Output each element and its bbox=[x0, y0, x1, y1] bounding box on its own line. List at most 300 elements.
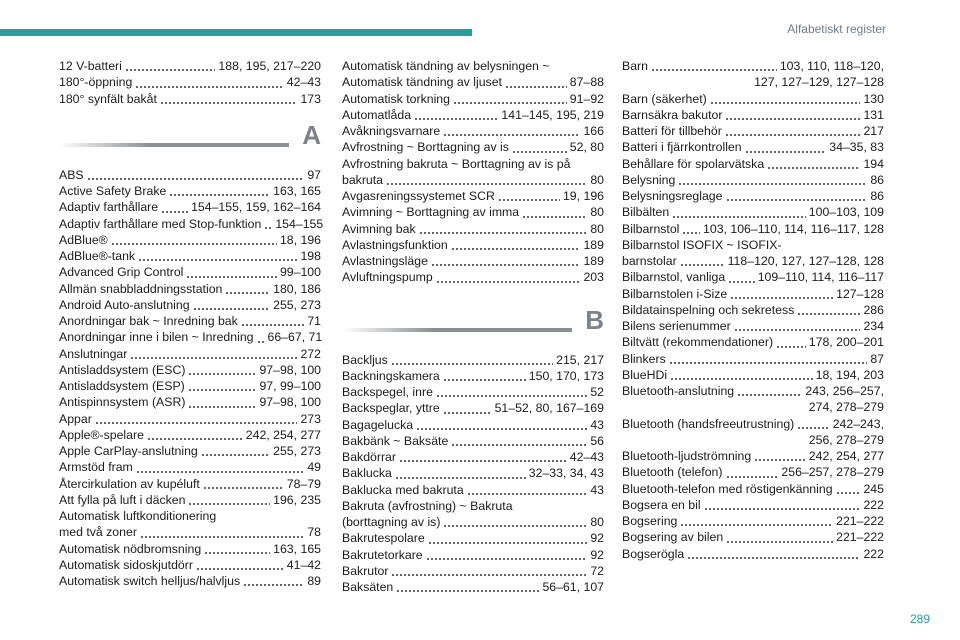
entry-term: Anordningar bak ~ Inredning bak bbox=[59, 314, 238, 328]
entry-term: Barn (säkerhet) bbox=[622, 91, 707, 106]
entry-term: Automatisk nödbromsning bbox=[59, 541, 202, 556]
dot-leader bbox=[243, 584, 304, 586]
dot-leader bbox=[443, 134, 580, 136]
index-entry bbox=[622, 416, 884, 432]
entry-term: Avimning ~ Borttagning av imma bbox=[342, 205, 520, 220]
dot-leader bbox=[431, 264, 581, 266]
entry-term: Baklucka bbox=[342, 466, 392, 481]
entry-pages: 91–92 bbox=[569, 91, 604, 106]
index-entry bbox=[342, 221, 604, 237]
dot-leader bbox=[767, 167, 860, 169]
dot-leader bbox=[680, 264, 725, 266]
dot-leader bbox=[395, 477, 526, 479]
dot-leader bbox=[193, 308, 271, 310]
entry-term: (borttagning av is) bbox=[342, 515, 441, 529]
entry-term: Batteri i fjärrkontrollen bbox=[622, 140, 742, 155]
entry-pages: 87–88 bbox=[569, 75, 604, 90]
entry-term: Bluetooth (handsfreeutrustning) bbox=[622, 416, 795, 431]
index-entry bbox=[622, 318, 884, 334]
entry-term: Bakbänk ~ Baksäte bbox=[342, 433, 449, 448]
index-entry bbox=[342, 579, 604, 595]
dot-leader bbox=[428, 542, 588, 544]
entry-pages: 52 bbox=[590, 385, 604, 399]
dot-leader bbox=[147, 438, 243, 440]
entry-pages: 255, 273 bbox=[273, 444, 321, 458]
entry-term: Baklucka med bakruta bbox=[342, 482, 464, 497]
index-entry bbox=[622, 221, 884, 237]
entry-term: Backljus bbox=[342, 352, 388, 367]
entry-term: Baksäten bbox=[342, 580, 394, 594]
entry-pages: 97–98, 100 bbox=[259, 395, 321, 410]
index-entry bbox=[342, 368, 604, 384]
dot-leader bbox=[130, 357, 297, 359]
dot-leader bbox=[505, 86, 567, 88]
entry-pages: 92 bbox=[590, 547, 604, 562]
entry-term: 180° synfält bakåt bbox=[59, 91, 157, 106]
entry-term: 180°-öppning bbox=[59, 75, 133, 90]
entry-term: Bogsera en bil bbox=[622, 497, 701, 512]
index-entry bbox=[59, 329, 321, 345]
letter-divider bbox=[59, 143, 289, 147]
index-entry bbox=[622, 464, 884, 480]
section-title: Alfabetiskt register bbox=[787, 22, 886, 36]
entry-term: Bluetooth-anslutning bbox=[622, 384, 735, 398]
index-entry bbox=[342, 449, 604, 465]
entry-term: Anslutningar bbox=[59, 346, 128, 361]
entry-pages: 130 bbox=[863, 91, 884, 106]
entry-term: Antispinnsystem (ASR) bbox=[59, 395, 186, 410]
dot-leader bbox=[196, 568, 284, 570]
index-entry bbox=[59, 281, 321, 297]
entry-term: Bakrutor bbox=[342, 563, 389, 578]
entry-pages: 198 bbox=[300, 249, 321, 263]
entry-term: Adaptiv farthållare bbox=[59, 200, 159, 215]
dot-leader bbox=[726, 199, 868, 201]
dot-leader bbox=[204, 552, 270, 554]
entry-pages: 178, 200–201 bbox=[808, 335, 884, 350]
entry-pages: 255, 273 bbox=[273, 297, 321, 312]
dot-leader bbox=[391, 574, 587, 576]
entry-pages: 80 bbox=[590, 172, 604, 187]
entry-pages: 92 bbox=[590, 531, 604, 546]
dot-leader bbox=[443, 525, 587, 527]
entry-list bbox=[622, 448, 884, 562]
entry-term: Bakrutespolare bbox=[342, 531, 425, 546]
dot-leader bbox=[264, 227, 272, 229]
dot-leader bbox=[386, 183, 587, 185]
dot-leader bbox=[188, 389, 257, 391]
index-entry bbox=[622, 107, 884, 123]
dot-leader bbox=[443, 412, 492, 414]
header-accent-bar bbox=[0, 29, 472, 36]
index-entry bbox=[59, 232, 321, 248]
dot-leader bbox=[451, 444, 587, 446]
entry-term: Allmän snabbladdningsstation bbox=[59, 281, 223, 296]
entry-pages: 163, 165 bbox=[273, 184, 321, 198]
entry-term: Bilbarnstol bbox=[622, 221, 680, 236]
entry-pages: 18, 196 bbox=[279, 232, 321, 247]
dot-leader bbox=[186, 276, 277, 278]
entry-term: Avåkningsvarnare bbox=[342, 124, 441, 138]
entry-pages: 196, 235 bbox=[273, 492, 321, 507]
entry-list bbox=[622, 91, 884, 237]
entry-pages: 100–103, 109 bbox=[808, 205, 884, 220]
dot-leader bbox=[728, 281, 755, 283]
dot-leader bbox=[797, 427, 829, 429]
dot-leader bbox=[725, 118, 860, 120]
entry-pages: 34–35, 83 bbox=[829, 140, 884, 155]
entry-term: Android Auto-anslutning bbox=[59, 297, 190, 312]
entry-pages: 188, 195, 217–220 bbox=[218, 59, 321, 73]
index-entry bbox=[59, 297, 321, 313]
index-column-1 bbox=[59, 58, 324, 589]
entry-pages: 97–98, 100 bbox=[259, 362, 321, 377]
entry-term: Barn bbox=[622, 59, 648, 73]
index-entry bbox=[622, 513, 884, 529]
entry-pages: 51–52, 80, 167–169 bbox=[494, 401, 604, 416]
letter-divider bbox=[342, 328, 572, 332]
dot-leader bbox=[396, 590, 539, 592]
entry-term: Automatisk torkning bbox=[342, 91, 450, 106]
dot-leader bbox=[754, 459, 806, 461]
entry-term: Automatisk sidoskjutdörr bbox=[59, 557, 193, 572]
index-entry bbox=[59, 248, 321, 264]
dot-leader bbox=[416, 428, 587, 430]
entry-pages: 19, 196 bbox=[562, 189, 604, 203]
dot-leader bbox=[687, 557, 860, 559]
entry-single bbox=[622, 58, 884, 74]
dot-leader bbox=[670, 378, 813, 380]
entry-term: Bluetooth-ljudströmning bbox=[622, 449, 752, 463]
dot-leader bbox=[678, 183, 867, 185]
entry-term: med två zoner bbox=[59, 525, 137, 540]
entry-pages: 66–67, 71 bbox=[267, 330, 323, 345]
entry-term: AdBlue® bbox=[59, 232, 108, 247]
dot-leader bbox=[651, 69, 777, 71]
index-entry bbox=[622, 448, 884, 464]
dot-leader bbox=[797, 313, 860, 315]
index-entry bbox=[59, 199, 321, 215]
entry-term: ABS bbox=[59, 167, 84, 182]
entry-pages: 103, 110, 118–120, bbox=[779, 59, 884, 73]
entry-term: Bilbälten bbox=[622, 205, 670, 220]
entry-pages: 150, 170, 173 bbox=[528, 368, 604, 383]
entry-term: AdBlue®-tank bbox=[59, 249, 136, 263]
index-entry bbox=[622, 367, 884, 383]
entry-list bbox=[342, 74, 604, 155]
entry-term: Avlastningsläge bbox=[342, 254, 428, 268]
index-entry bbox=[622, 383, 884, 399]
entry-term: Apple®-spelare bbox=[59, 427, 144, 442]
dot-leader bbox=[241, 324, 305, 326]
entry-pages: 154–155 bbox=[275, 216, 324, 231]
index-entry-text: Automatisk luftkonditionering bbox=[59, 509, 217, 523]
entry-term: Adaptiv farthållare med Stop-funktion bbox=[59, 216, 262, 231]
dot-leader bbox=[730, 297, 833, 299]
entry-term: Återcirkulation av kupéluft bbox=[59, 476, 200, 491]
entry-pages: 80 bbox=[590, 205, 604, 220]
entry-pages: 242, 254, 277 bbox=[245, 427, 321, 442]
index-entry bbox=[342, 400, 604, 416]
index-entry bbox=[59, 394, 321, 410]
index-entry bbox=[59, 476, 321, 492]
index-entry bbox=[342, 530, 604, 546]
dot-leader bbox=[512, 151, 567, 153]
index-entry-text: Bilbarnstol ISOFIX ~ ISOFIX- bbox=[622, 237, 782, 252]
entry-term: Biltvätt (rekommendationer) bbox=[622, 335, 774, 350]
entry-pages: 89 bbox=[307, 574, 321, 588]
dot-leader bbox=[169, 194, 270, 196]
entry-pages: 245 bbox=[863, 481, 884, 496]
dot-leader bbox=[726, 541, 833, 543]
index-entry bbox=[59, 216, 324, 232]
entry-term: Anordningar inne i bilen ~ Inredning bbox=[59, 330, 254, 345]
entry-list bbox=[59, 167, 324, 508]
entry-pages: 118–120, 127, 127–128, 128 bbox=[727, 254, 884, 268]
entry-term: Barnsäkra bakutor bbox=[622, 107, 723, 122]
letter-heading-b bbox=[342, 304, 604, 344]
index-entry bbox=[622, 546, 884, 562]
index-entry bbox=[342, 563, 604, 579]
dot-leader bbox=[680, 524, 833, 526]
dot-leader bbox=[737, 394, 802, 396]
entry-term: Bogsering bbox=[622, 514, 678, 528]
entry-pages: 203 bbox=[583, 270, 604, 285]
dot-leader bbox=[443, 379, 526, 381]
entry-pages: 166 bbox=[583, 124, 604, 138]
entry-pages: 273 bbox=[300, 411, 321, 426]
entry-term: Belysningsreglage bbox=[622, 189, 723, 203]
index-entry bbox=[342, 123, 604, 139]
entry-term: Antisladdsystem (ESC) bbox=[59, 362, 186, 377]
entry-pages: 99–100 bbox=[279, 265, 321, 280]
index-entry bbox=[59, 573, 321, 589]
entry-term: Avlastningsfunktion bbox=[342, 237, 448, 252]
index-entry bbox=[622, 529, 884, 545]
dot-leader bbox=[399, 460, 567, 462]
index-entry bbox=[622, 58, 884, 74]
entry-single bbox=[622, 416, 884, 432]
entry-pages: 80 bbox=[590, 221, 604, 236]
entry-list bbox=[622, 253, 884, 383]
entry-pages: 49 bbox=[307, 460, 321, 475]
dot-leader bbox=[111, 243, 277, 245]
dot-leader bbox=[669, 362, 868, 364]
index-entry bbox=[59, 557, 321, 573]
dot-leader bbox=[704, 508, 861, 510]
index-entry bbox=[342, 269, 604, 285]
index-entry bbox=[59, 313, 321, 329]
entry-term: Armstöd fram bbox=[59, 460, 133, 475]
entry-pages: 32–33, 34, 43 bbox=[528, 466, 604, 481]
index-entry bbox=[342, 384, 604, 400]
entry-term: Backningskamera bbox=[342, 368, 440, 383]
index-entry bbox=[622, 351, 884, 367]
entry-pages: 194 bbox=[863, 156, 884, 171]
entry-pages: 189 bbox=[583, 237, 604, 252]
entry-list bbox=[59, 58, 321, 107]
dot-leader bbox=[225, 292, 270, 294]
entry-term: Active Safety Brake bbox=[59, 184, 167, 198]
entry-term: bakruta bbox=[342, 172, 384, 187]
entry-term: Bluetooth-telefon med röstigenkänning bbox=[622, 481, 833, 496]
index-entry bbox=[342, 253, 604, 269]
index-entry bbox=[59, 443, 321, 459]
dot-leader bbox=[201, 454, 270, 456]
dot-leader bbox=[725, 134, 861, 136]
letter-label: B bbox=[585, 304, 604, 335]
dot-leader bbox=[135, 86, 284, 88]
entry-term: barnstolar bbox=[622, 254, 677, 268]
dot-leader bbox=[726, 476, 779, 478]
entry-pages: 243, 256–257, bbox=[805, 384, 884, 398]
entry-pages: 80 bbox=[590, 515, 604, 529]
entry-pages: 221–222 bbox=[836, 514, 884, 528]
entry-term: Bilens serienummer bbox=[622, 319, 731, 333]
index-entry bbox=[59, 74, 321, 90]
index-entry bbox=[622, 156, 884, 172]
dot-leader bbox=[188, 406, 256, 408]
entry-pages: 141–145, 195, 219 bbox=[501, 107, 604, 122]
dot-leader bbox=[745, 151, 827, 153]
index-entry-text: Bakruta (avfrostning) ~ Bakruta bbox=[342, 498, 513, 513]
entry-pages: 52, 80 bbox=[569, 140, 604, 155]
entry-term: Bilbarnstolen i-Size bbox=[622, 286, 728, 301]
entry-pages: 87 bbox=[870, 351, 884, 366]
entry-term: Blinkers bbox=[622, 351, 666, 366]
index-entry bbox=[342, 433, 604, 449]
index-entry bbox=[59, 264, 321, 280]
dot-leader bbox=[161, 211, 188, 213]
index-entry bbox=[59, 183, 321, 199]
index-entry bbox=[59, 362, 321, 378]
entry-pages: 56 bbox=[590, 433, 604, 448]
entry-pages: 86 bbox=[870, 172, 884, 187]
index-entry bbox=[622, 334, 884, 350]
index-entry bbox=[59, 167, 321, 183]
index-entry-text: Avfrostning bakruta ~ Borttagning av is på bbox=[342, 156, 571, 171]
entry-pages: 180, 186 bbox=[273, 281, 321, 296]
dot-leader bbox=[391, 363, 553, 365]
entry-pages: 103, 106–110, 114, 116–117, 128 bbox=[703, 221, 884, 236]
dot-leader bbox=[836, 492, 861, 494]
dot-leader bbox=[522, 216, 587, 218]
index-entry bbox=[59, 524, 321, 540]
entry-term: Apple CarPlay-anslutning bbox=[59, 444, 198, 458]
entry-term: Avluftningspump bbox=[342, 270, 433, 285]
dot-leader bbox=[140, 536, 304, 538]
entry-single bbox=[622, 383, 884, 399]
dot-leader bbox=[426, 558, 588, 560]
index-entry bbox=[622, 253, 884, 269]
entry-list bbox=[342, 172, 604, 286]
entry-term: Belysning bbox=[622, 172, 676, 187]
entry-pages: 221–222 bbox=[836, 530, 884, 545]
entry-pages: 43 bbox=[590, 482, 604, 497]
entry-list bbox=[342, 514, 604, 595]
index-entry bbox=[342, 514, 604, 530]
dot-leader bbox=[419, 232, 588, 234]
entry-list bbox=[59, 541, 321, 590]
entry-pages: 42–43 bbox=[286, 75, 321, 90]
index-entry bbox=[342, 188, 604, 204]
entry-term: Automatlåda bbox=[342, 107, 412, 122]
entry-pages: 78–79 bbox=[286, 476, 321, 491]
entry-pages: 234 bbox=[863, 319, 884, 333]
entry-pages: 97 bbox=[307, 167, 321, 182]
index-entry bbox=[342, 482, 604, 498]
entry-pages: 272 bbox=[300, 346, 321, 361]
index-entry bbox=[59, 459, 321, 475]
entry-pages: 222 bbox=[863, 546, 884, 561]
index-entry-continuation: 127, 127–129, 127–128 bbox=[754, 75, 884, 90]
index-entry-text: Automatisk tändning av belysningen ~ bbox=[342, 59, 550, 73]
dot-leader bbox=[414, 118, 498, 120]
index-entry bbox=[59, 427, 321, 443]
index-entry bbox=[342, 91, 604, 107]
entry-pages: 163, 165 bbox=[273, 541, 321, 556]
entry-pages: 86 bbox=[870, 189, 884, 203]
entry-term: Bluetooth (telefon) bbox=[622, 465, 723, 480]
entry-term: Automatisk switch helljus/halvljus bbox=[59, 574, 241, 588]
dot-leader bbox=[710, 102, 861, 104]
index-entry bbox=[622, 91, 884, 107]
entry-pages: 154–155, 159, 162–164 bbox=[191, 200, 321, 215]
index-entry bbox=[59, 541, 321, 557]
page-number: 289 bbox=[909, 612, 930, 626]
entry-pages: 127–128 bbox=[836, 286, 884, 301]
entry-term: 12 V-batteri bbox=[59, 59, 122, 73]
entry-list bbox=[342, 352, 604, 498]
index-entry bbox=[622, 302, 884, 318]
entry-term: Automatisk tändning av ljuset bbox=[342, 75, 502, 90]
entry-pages: 222 bbox=[863, 497, 884, 512]
entry-pages: 131 bbox=[863, 107, 884, 122]
entry-pages: 242–243, bbox=[832, 416, 884, 431]
entry-term: Avfrostning ~ Borttagning av is bbox=[342, 140, 509, 155]
entry-term: Bakdörrar bbox=[342, 450, 396, 464]
index-entry bbox=[622, 172, 884, 188]
index-entry bbox=[342, 107, 604, 123]
dot-leader bbox=[467, 493, 588, 495]
index-entry bbox=[622, 139, 884, 155]
index-entry bbox=[342, 237, 604, 253]
index-entry bbox=[342, 417, 604, 433]
entry-pages: 56–61, 107 bbox=[542, 580, 604, 594]
index-entry bbox=[342, 465, 604, 481]
entry-term: Batteri för tillbehör bbox=[622, 124, 722, 138]
index-entry bbox=[622, 286, 884, 302]
index-entry bbox=[342, 352, 604, 368]
dot-leader bbox=[436, 395, 587, 397]
dot-leader bbox=[136, 471, 305, 473]
index-entry bbox=[622, 269, 884, 285]
dot-leader bbox=[160, 102, 298, 104]
index-entry bbox=[622, 123, 884, 139]
entry-pages: 173 bbox=[300, 91, 321, 106]
index-entry bbox=[342, 204, 604, 220]
entry-term: BlueHDi bbox=[622, 367, 668, 382]
entry-term: Appar bbox=[59, 411, 92, 426]
index-entry bbox=[59, 346, 321, 362]
entry-term: Avimning bak bbox=[342, 221, 416, 236]
entry-term: Behållare för spolarvätska bbox=[622, 156, 765, 171]
entry-term: Bogserögla bbox=[622, 546, 685, 561]
index-entry bbox=[622, 481, 884, 497]
entry-term: Antisladdsystem (ESP) bbox=[59, 379, 185, 393]
index-entry bbox=[342, 547, 604, 563]
entry-term: Bagagelucka bbox=[342, 417, 414, 432]
